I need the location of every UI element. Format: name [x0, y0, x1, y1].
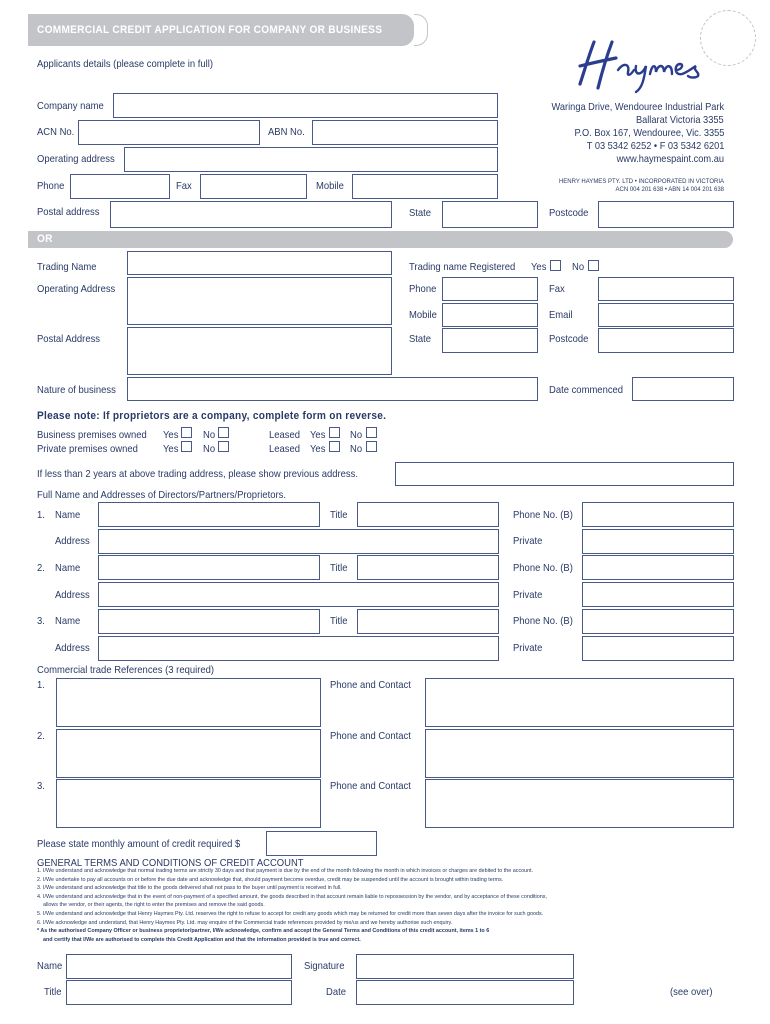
state-label: State — [409, 207, 432, 219]
phone-fax-line: T 03 5342 6252 • F 03 5342 6201 — [586, 140, 724, 152]
term-2: 2. I/We undertake to pay all accounts on or before the due date and acknowledge that, should payment become overdue, credit may be suspended until the account is brought within trading terms. — [37, 876, 504, 883]
director-3-phone-field[interactable] — [582, 609, 734, 634]
signature-label: Signature — [304, 960, 345, 972]
director-3-title-label: Title — [330, 615, 348, 627]
director-2-name-label: Name — [55, 562, 81, 574]
director-3-name-field[interactable] — [98, 609, 320, 634]
business-leased-yes-checkbox[interactable] — [329, 427, 340, 438]
fax-2-label: Fax — [549, 283, 565, 295]
mobile-2-label: Mobile — [409, 309, 437, 321]
trading-name-field[interactable] — [127, 251, 392, 275]
director-1-name-label: Name — [55, 509, 81, 521]
previous-address-label: If less than 2 years at above trading address, please show previous address. — [37, 468, 358, 480]
director-1-phone-field[interactable] — [582, 502, 734, 527]
director-1-private-field[interactable] — [582, 529, 734, 554]
private-owned-yes-label: Yes — [163, 443, 179, 455]
haymes-logo — [572, 36, 722, 96]
private-leased-no-checkbox[interactable] — [366, 441, 377, 452]
director-1-title-field[interactable] — [357, 502, 499, 527]
footer-date-field[interactable] — [356, 980, 574, 1005]
director-3-address-label: Address — [55, 642, 90, 654]
director-1-number: 1. — [37, 509, 45, 521]
director-2-address-field[interactable] — [98, 582, 499, 607]
footer-title-label: Title — [44, 986, 62, 998]
state-2-field[interactable] — [442, 328, 538, 353]
reference-3-phone-field[interactable] — [425, 779, 734, 828]
director-3-title-field[interactable] — [357, 609, 499, 634]
business-leased-no-checkbox[interactable] — [366, 427, 377, 438]
email-field[interactable] — [598, 303, 734, 327]
trading-registered-label: Trading name Registered — [409, 261, 516, 273]
postcode-2-field[interactable] — [598, 328, 734, 353]
director-1-address-field[interactable] — [98, 529, 499, 554]
phone-label: Phone — [37, 180, 65, 192]
previous-address-field[interactable] — [395, 462, 734, 486]
private-owned-yes-checkbox[interactable] — [181, 441, 192, 452]
or-bar — [28, 231, 733, 248]
trading-registered-yes-checkbox[interactable] — [550, 260, 561, 271]
directors-heading: Full Name and Addresses of Directors/Partners/Proprietors. — [37, 489, 286, 501]
date-commenced-field[interactable] — [632, 377, 734, 401]
trading-registered-no-label: No — [572, 261, 585, 273]
director-1-title-label: Title — [330, 509, 348, 521]
term-5: 5. I/We understand and acknowledge that Henry Haymes Pty. Ltd. reserves the right to refuse to accept for credit any goods which may be returned for credit more than seven days after the invoice for such goods. — [37, 910, 544, 917]
term-declaration-continued: and certify that I/We are authorised to complete this Credit Application and that the information provided is true and correct. — [43, 936, 361, 943]
director-3-phone-label: Phone No. (B) — [513, 615, 573, 627]
director-3-address-field[interactable] — [98, 636, 499, 661]
phone-field[interactable] — [70, 174, 170, 199]
acn-field[interactable] — [78, 120, 260, 145]
director-2-title-label: Title — [330, 562, 348, 574]
director-3-number: 3. — [37, 615, 45, 627]
terms-list — [37, 867, 727, 944]
business-owned-no-label: No — [203, 429, 216, 441]
term-4-continued: allows the vendor, or their agents, the right to enter the premises and remove the said goods. — [43, 902, 265, 909]
nature-of-business-field[interactable] — [127, 377, 538, 401]
postal-address-label: Postal address — [37, 206, 100, 218]
reference-3-field[interactable] — [56, 779, 321, 828]
director-2-private-label: Private — [513, 589, 543, 601]
company-name-label: Company name — [37, 100, 104, 112]
footer-date-label: Date — [326, 986, 346, 998]
company-name-field[interactable] — [113, 93, 498, 118]
private-leased-label: Leased — [269, 443, 301, 455]
director-3-private-field[interactable] — [582, 636, 734, 661]
mobile-label: Mobile — [316, 180, 344, 192]
terms-heading: GENERAL TERMS AND CONDITIONS OF CREDIT ACCOUNT — [37, 857, 304, 869]
footer-name-label: Name — [37, 960, 63, 972]
trading-registered-no-checkbox[interactable] — [588, 260, 599, 271]
business-owned-no-checkbox[interactable] — [218, 427, 229, 438]
director-2-address-label: Address — [55, 589, 90, 601]
mobile-2-field[interactable] — [442, 303, 538, 327]
form-title: COMMERCIAL CREDIT APPLICATION FOR COMPANY OR BUSINESS — [37, 24, 383, 36]
private-leased-yes-checkbox[interactable] — [329, 441, 340, 452]
stamp-circle — [700, 10, 756, 66]
operating-address-2-field[interactable] — [127, 277, 392, 325]
private-leased-no-label: No — [350, 443, 363, 455]
private-leased-yes-label: Yes — [310, 443, 326, 455]
reference-3-number: 3. — [37, 780, 45, 792]
director-2-name-field[interactable] — [98, 555, 320, 580]
term-declaration: * As the authorised Company Officer or business proprietor/partner, I/We acknowledge, confirm and accept the General Terms and Conditions of this credit account, items 1 to 6 — [37, 928, 490, 935]
abn-label: ABN No. — [268, 126, 305, 138]
fax-field[interactable] — [200, 174, 307, 199]
reference-2-phone-field[interactable] — [425, 729, 734, 778]
director-3-name-label: Name — [55, 615, 81, 627]
reference-3-phone-label: Phone and Contact — [330, 780, 411, 792]
private-owned-no-label: No — [203, 443, 216, 455]
director-1-address-label: Address — [55, 535, 90, 547]
term-6: 6. I/We acknowledge and understand, that Henry Haymes Pty. Ltd. may enquire of the Commercial trade references provided by me/us and we hereby authorise such enquiry. — [37, 919, 453, 926]
state-field[interactable] — [442, 201, 538, 228]
credit-required-label: Please state monthly amount of credit required $ — [37, 838, 241, 850]
postcode-field[interactable] — [598, 201, 734, 228]
website-line: www.haymespaint.com.au — [616, 153, 724, 165]
nature-of-business-label: Nature of business — [37, 384, 116, 396]
operating-address-2-label: Operating Address — [37, 283, 116, 295]
term-4: 4. I/We understand and acknowledge that in the event of non-payment of a specified amount, the goods described in that account remain liable to repossession by the vendor, and by acceptance of these conditions, — [37, 893, 547, 900]
or-label: OR — [37, 233, 53, 245]
business-leased-yes-label: Yes — [310, 429, 326, 441]
acn-label: ACN No. — [37, 126, 75, 138]
footer-name-field[interactable] — [66, 954, 292, 979]
term-1: 1. I/We understand and acknowledge that normal trading terms are strictly 30 days and that payment is due by the end of the month following the month in which invoices or charges are debited to the account. — [37, 868, 534, 874]
operating-address-field[interactable] — [124, 147, 498, 172]
director-3-private-label: Private — [513, 642, 543, 654]
reference-2-field[interactable] — [56, 729, 321, 778]
business-leased-label: Leased — [269, 429, 301, 441]
proprietors-note: Please note: If proprietors are a company, complete form on reverse. — [37, 410, 387, 422]
postal-address-2-label: Postal Address — [37, 333, 101, 345]
fax-label: Fax — [176, 180, 192, 192]
reference-1-phone-label: Phone and Contact — [330, 679, 411, 691]
director-2-phone-label: Phone No. (B) — [513, 562, 573, 574]
form-subtitle: Applicants details (please complete in full) — [37, 58, 213, 70]
date-commenced-label: Date commenced — [549, 384, 624, 396]
address-line-2: Ballarat Victoria 3355 — [636, 114, 724, 126]
director-2-title-field[interactable] — [357, 555, 499, 580]
reference-1-number: 1. — [37, 679, 45, 691]
email-label: Email — [549, 309, 573, 321]
header-bar-tab — [414, 14, 428, 46]
business-owned-yes-checkbox[interactable] — [181, 427, 192, 438]
abn-field[interactable] — [312, 120, 498, 145]
footer-title-field[interactable] — [66, 980, 292, 1005]
trading-name-label: Trading Name — [37, 261, 97, 273]
credit-required-field[interactable] — [266, 831, 377, 856]
director-2-phone-field[interactable] — [582, 555, 734, 580]
address-line-3: P.O. Box 167, Wendouree, Vic. 3355 — [574, 127, 724, 139]
company-line-1: HENRY HAYMES PTY. LTD • INCORPORATED IN VICTORIA — [558, 179, 724, 185]
see-over-label: (see over) — [670, 986, 713, 998]
state-2-label: State — [409, 333, 432, 345]
reference-2-number: 2. — [37, 730, 45, 742]
postal-address-field[interactable] — [110, 201, 392, 228]
director-2-private-field[interactable] — [582, 582, 734, 607]
business-leased-no-label: No — [350, 429, 363, 441]
private-premises-label: Private premises owned — [37, 443, 138, 455]
references-heading: Commercial trade References (3 required) — [37, 664, 215, 676]
mobile-field[interactable] — [352, 174, 498, 199]
operating-address-label: Operating address — [37, 153, 115, 165]
postcode-label: Postcode — [549, 207, 589, 219]
address-line-1: Waringa Drive, Wendouree Industrial Park — [551, 101, 724, 113]
term-3: 3. I/We understand and acknowledge that title to the goods delivered shall not pass to the buyer until payment is received in full. — [37, 885, 342, 892]
phone-2-label: Phone — [409, 283, 437, 295]
director-1-private-label: Private — [513, 535, 543, 547]
reference-1-field[interactable] — [56, 678, 321, 727]
company-line-2: ACN 004 201 638 • ABN 14 004 201 638 — [615, 187, 724, 193]
reference-2-phone-label: Phone and Contact — [330, 730, 411, 742]
fax-2-field[interactable] — [598, 277, 734, 301]
postcode-2-label: Postcode — [549, 333, 589, 345]
director-1-phone-label: Phone No. (B) — [513, 509, 573, 521]
director-2-number: 2. — [37, 562, 45, 574]
director-1-name-field[interactable] — [98, 502, 320, 527]
trading-registered-yes-label: Yes — [531, 261, 547, 273]
business-owned-yes-label: Yes — [163, 429, 179, 441]
phone-2-field[interactable] — [442, 277, 538, 301]
private-owned-no-checkbox[interactable] — [218, 441, 229, 452]
postal-address-2-field[interactable] — [127, 327, 392, 375]
business-premises-label: Business premises owned — [37, 429, 147, 441]
reference-1-phone-field[interactable] — [425, 678, 734, 727]
haymes-logo-svg — [572, 36, 722, 96]
signature-field[interactable] — [356, 954, 574, 979]
